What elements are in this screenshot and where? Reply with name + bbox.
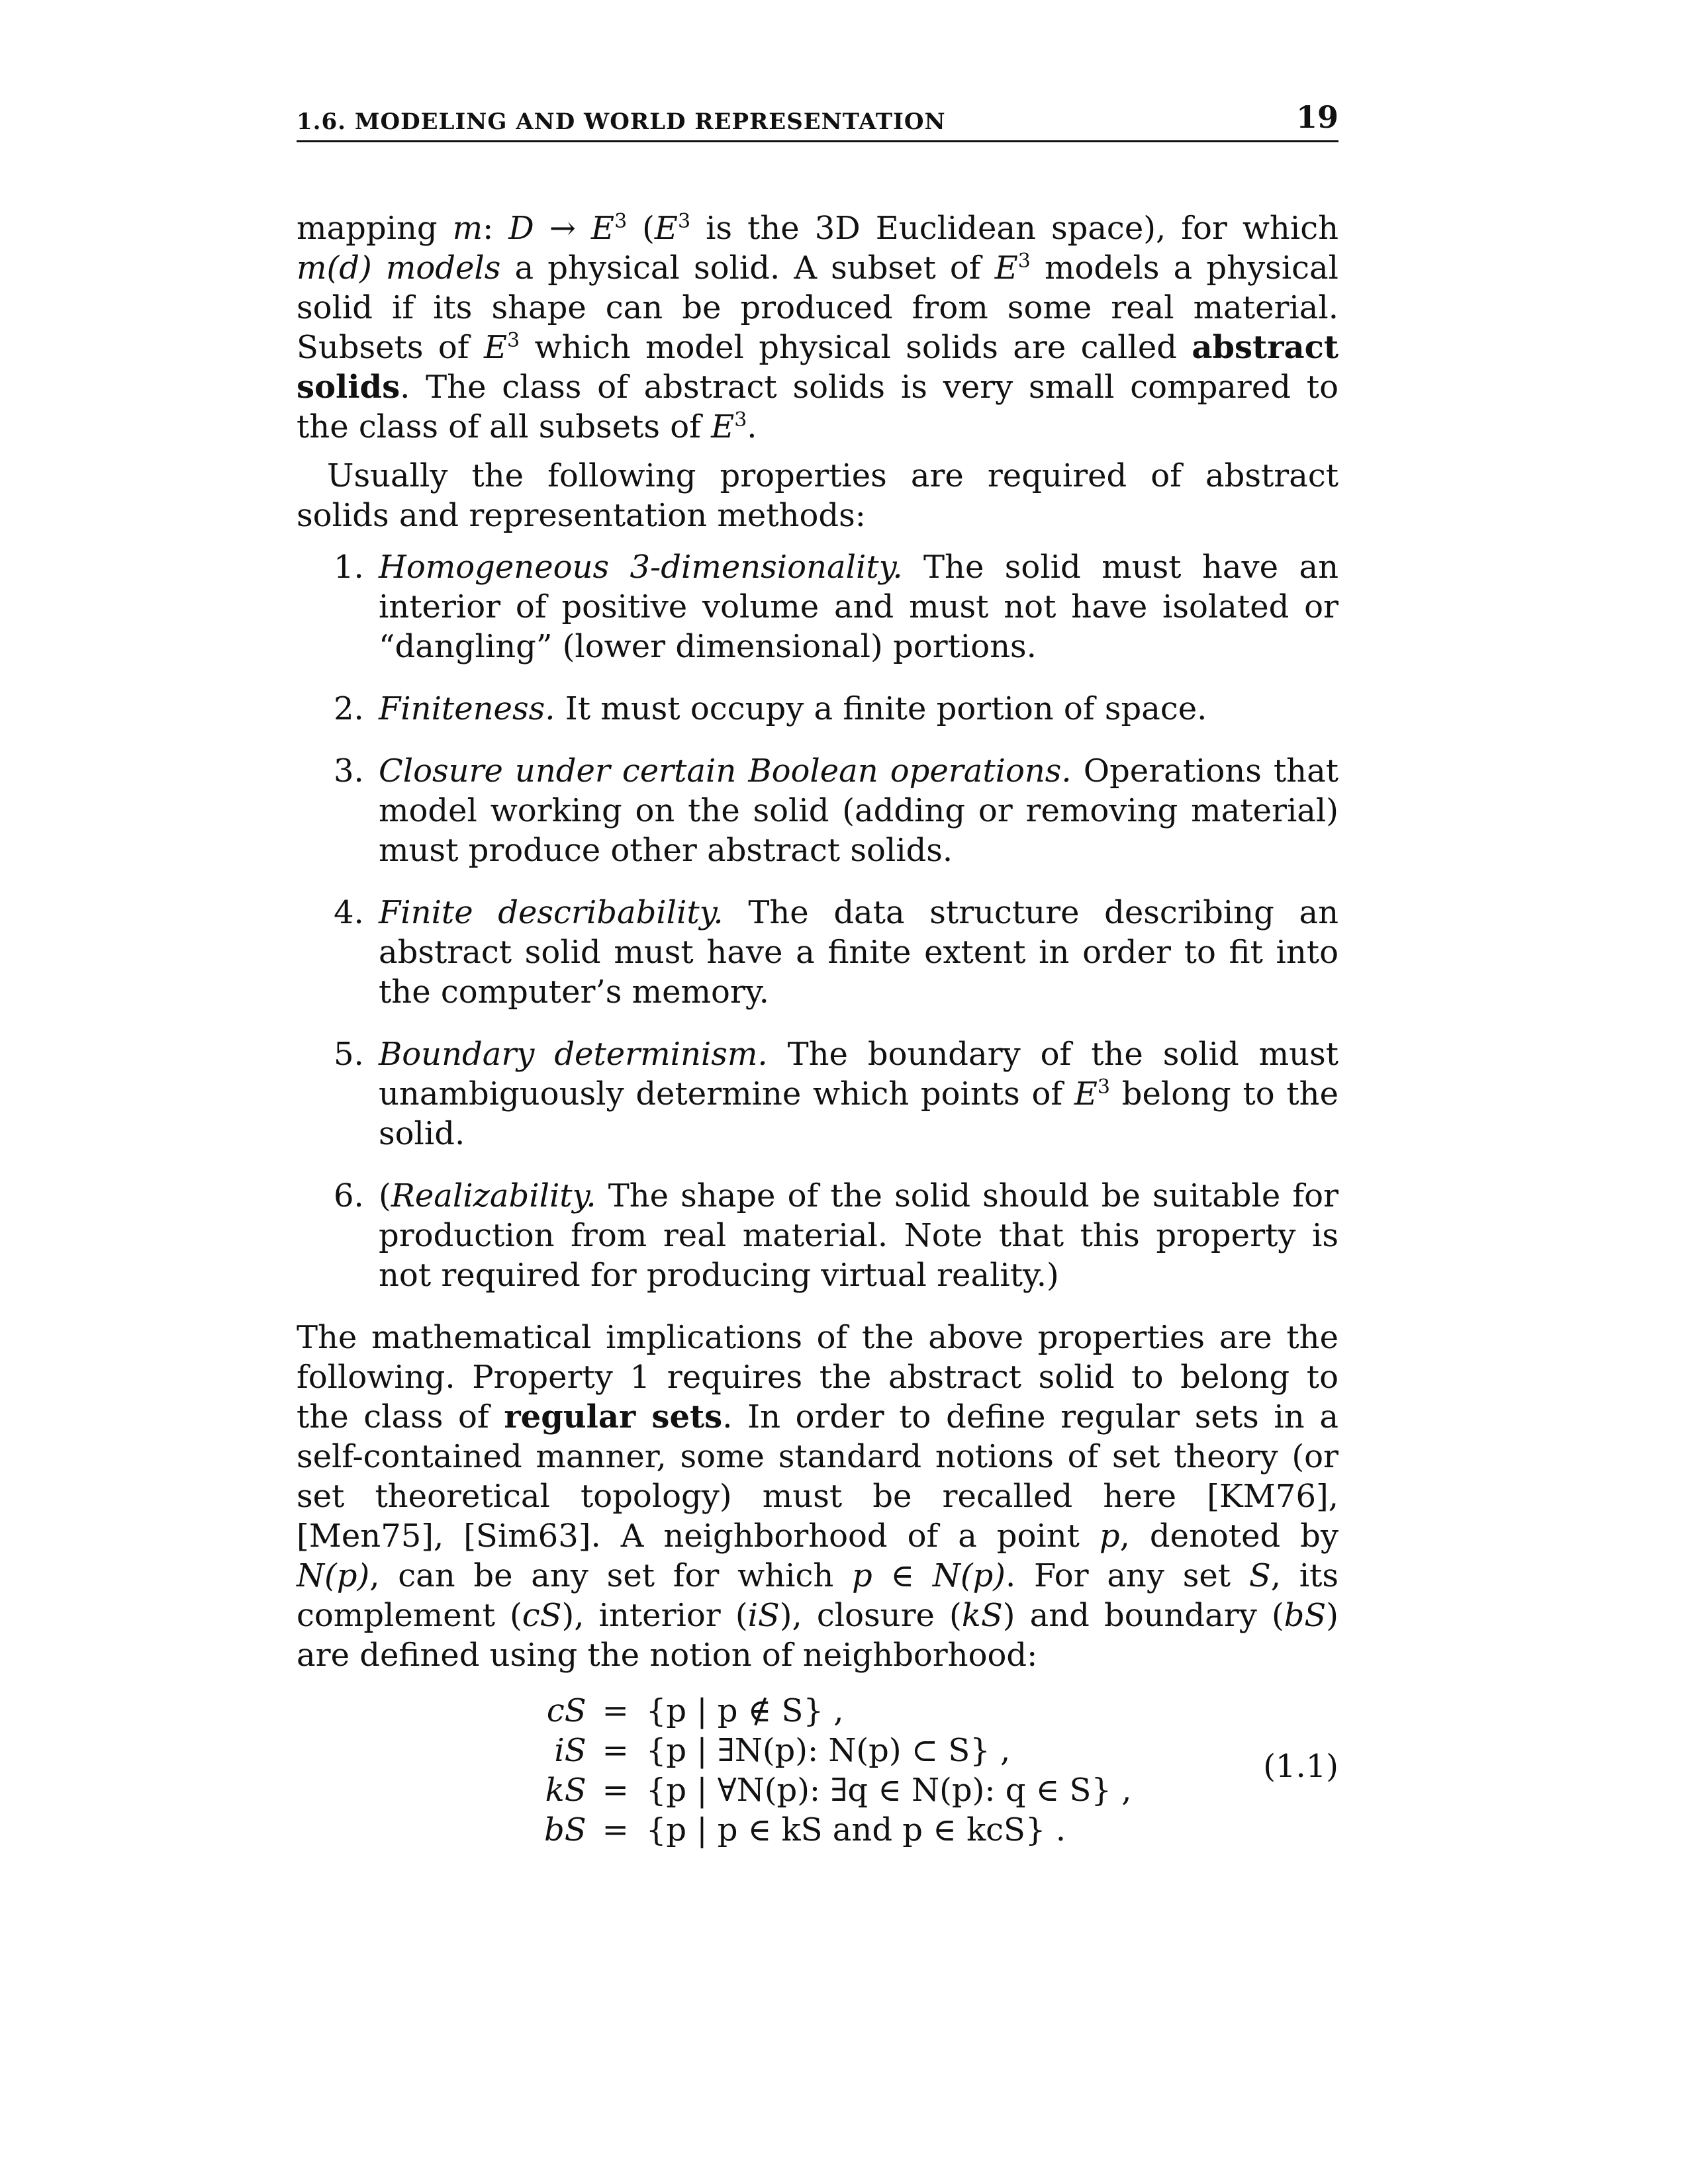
equation-number: (1.1) xyxy=(1263,1748,1338,1785)
equation-table xyxy=(544,1691,1132,1850)
property-list xyxy=(297,547,1338,1295)
list-item: 1. Homogeneous 3-dimensionality. The solid must have an interior of positive volume and must not have isolated or “dangling” (lower dimensional) portions. xyxy=(334,549,1339,665)
term-regular-sets: regular sets xyxy=(504,1398,723,1435)
list-item: 6. (Realizability. The shape of the solid should be suitable for production from real material. Note that this property is not required for producing virtual reality.) xyxy=(334,1177,1338,1294)
paragraph-mapping: mapping m: $D \to E^3$ ($E^3$ is the 3D Euclidean space), for which m(d) models a physical solid. A subset of $E^3$ models a physical solid if its shape can be produced from some real material. Subsets of $E^3$ which model physical solids are called abstract solids. The class of abstract solids is very small compared to the class of all subsets of $E^3$. xyxy=(297,210,1339,445)
page-number: 19 xyxy=(1295,99,1338,135)
list-item: 3. Closure under certain Boolean operations. Operations that model working on the solid (adding or removing material) must produce other abstract solids. xyxy=(334,752,1339,869)
paragraph-regular-sets: The mathematical implications of the above properties are the following. Property 1 requires the abstract solid to belong to the class of regular sets. In order to define regular sets in a self-contained manner, some standard notions of set theory (or set theoretical topology) must be recalled here [KM76], [Men75], [Sim63]. A neighborhood of a point p, denoted by N(p), can be any set for which p ∈ N(p). For any set S, its complement (cS), interior (iS), closure (kS) and boundary (bS) are defined using the notion of neighborhood: xyxy=(297,1319,1339,1674)
list-item: 4. Finite describability. The data structure describing an abstract solid must have a finite extent in order to fit into the computer’s memory. xyxy=(334,894,1339,1011)
paragraph-properties-intro: Usually the following properties are required of abstract solids and representation methods: xyxy=(297,457,1338,534)
running-header xyxy=(297,99,1338,142)
equation-row: iS = {p | ∃N(p): N(p) ⊂ S} , xyxy=(554,1732,1011,1769)
equation-row: kS = {p | ∀N(p): ∃q ∈ N(p): q ∈ S} , xyxy=(545,1772,1132,1809)
term-abstract-solids: abstract solids xyxy=(297,329,1339,406)
section-title: 1.6. MODELING AND WORLD REPRESENTATION xyxy=(297,109,946,135)
equation-row: bS = {p | p ∈ kS and p ∈ kcS} . xyxy=(544,1811,1066,1848)
page xyxy=(297,99,1338,1856)
equation-row: cS = {p | p ∉ S} , xyxy=(546,1692,844,1729)
list-item: 5. Boundary determinism. The boundary of the solid must unambiguously determine which points of $E^3$ belong to the solid. xyxy=(334,1036,1339,1152)
body-text xyxy=(297,208,1338,1856)
equation-block xyxy=(297,1691,1338,1856)
list-item: 2. Finiteness. It must occupy a finite portion of space. xyxy=(334,690,1207,727)
